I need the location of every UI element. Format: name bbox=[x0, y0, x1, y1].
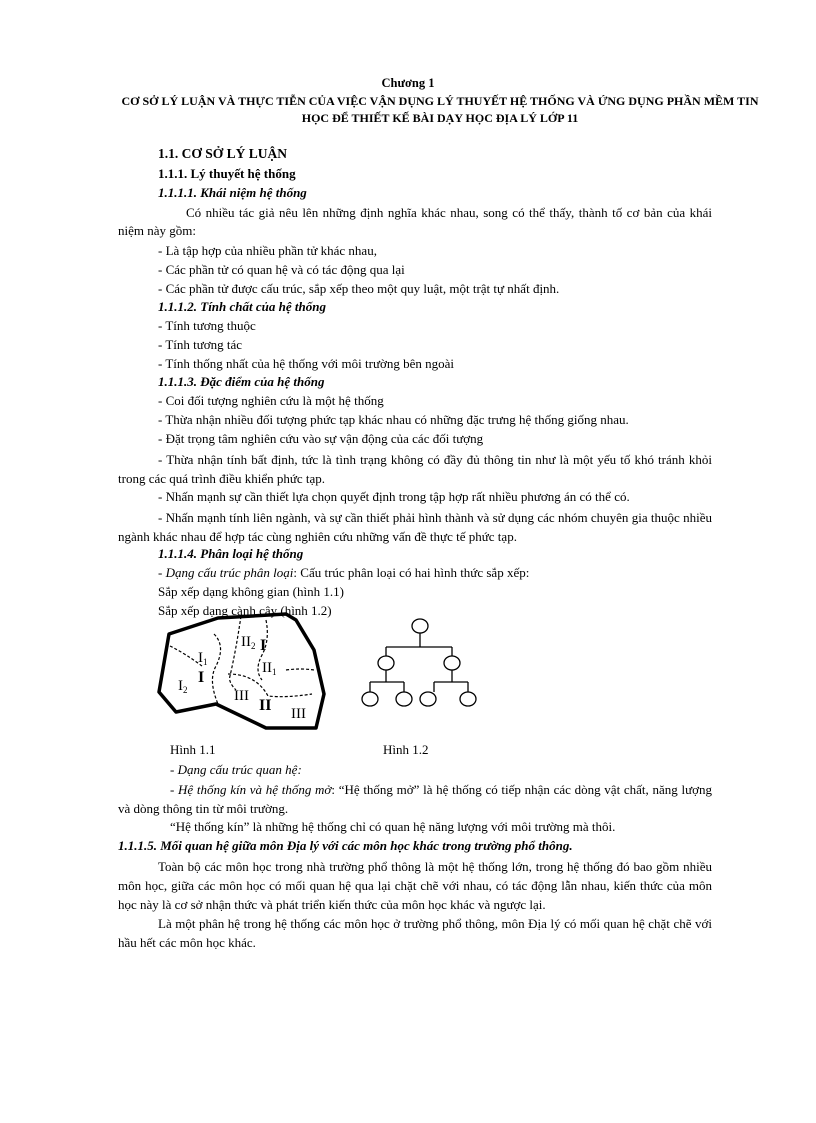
figure-caption-1-1: Hình 1.1 bbox=[170, 742, 216, 757]
italic-label: - Hệ thống kín và hệ thống mở bbox=[170, 782, 332, 797]
list-item: - Đặt trọng tâm nghiên cứu vào sự vận động của các đối tượng bbox=[158, 431, 484, 446]
section-heading-1-1-1: 1.1.1. Lý thuyết hệ thống bbox=[158, 166, 296, 181]
region-label: III bbox=[234, 688, 249, 704]
region-label: II bbox=[259, 697, 272, 714]
region-label: $I_2$ bbox=[178, 678, 188, 695]
tree-node bbox=[444, 656, 460, 670]
region-label: $II_1$ bbox=[262, 660, 277, 677]
section-heading-1-1-1-2: 1.1.1.2. Tính chất của hệ thống bbox=[158, 299, 326, 314]
region-label: I bbox=[260, 637, 267, 654]
region-label: I bbox=[198, 669, 205, 686]
list-item: - Tính thống nhất của hệ thống với môi trường bên ngoài bbox=[158, 356, 455, 371]
figure-1-1-spatial-diagram bbox=[156, 610, 334, 734]
chapter-heading: Chương 1 bbox=[381, 76, 435, 90]
section-heading-1-1-1-3: 1.1.1.3. Đặc điểm của hệ thống bbox=[158, 374, 325, 389]
chapter-title: CƠ SỞ LÝ LUẬN VÀ THỰC TIỄN CỦA VIỆC VẬN DỤNG LÝ THUYẾT HỆ THỐNG VÀ ỨNG DỤNG PHẦN MỀM TIN HỌC ĐỂ THIẾT KẾ BÀI DẠY HỌC ĐỊA LÝ LỚP 11 bbox=[121, 94, 759, 125]
section-heading-1-1-1-1: 1.1.1.1. Khái niệm hệ thống bbox=[158, 185, 307, 200]
tree-node bbox=[412, 619, 428, 633]
list-item bbox=[158, 565, 529, 581]
list-item: Sắp xếp dạng không gian (hình 1.1) bbox=[158, 584, 344, 599]
paragraph: Là một phân hệ trong hệ thống các môn học ở trường phổ thông, môn Địa lý có mối quan hệ chặt chẽ với hầu hết các môn học khác. bbox=[118, 916, 712, 950]
list-item: - Các phần tử được cấu trúc, sắp xếp theo một quy luật, một trật tự nhất định. bbox=[158, 281, 560, 296]
boundary-line bbox=[230, 616, 241, 690]
paragraph: - Thừa nhận tính bất định, tức là tình trạng không có đầy đủ thông tin như là một yếu tố khó tránh khỏi trong các quá trình điều khiển phức tạp. bbox=[118, 452, 712, 486]
section-heading-1-1-1-5: 1.1.1.5. Mối quan hệ giữa môn Địa lý với các môn học khác trong trường phổ thông. bbox=[118, 838, 573, 853]
figure-1-2-tree-diagram bbox=[356, 614, 486, 714]
list-item: - Dạng cấu trúc quan hệ: bbox=[170, 762, 302, 777]
paragraph: Toàn bộ các môn học trong nhà trường phổ thông là một hệ thống lớn, trong hệ thống đó bao gồm nhiều môn học, giữa các môn học có mối quan hệ qua lại chặt chẽ với nhau, có tác động lẫn nhau, kiến thức của môn học này là cơ sở nhận thức và phát triển kiến thức của môn học khác và ngược lại. bbox=[118, 859, 712, 912]
tree-node bbox=[420, 692, 436, 706]
list-item: - Thừa nhận nhiều đối tượng phức tạp khác nhau có những đặc trưng hệ thống giống nhau. bbox=[158, 412, 629, 427]
list-item: - Tính tương thuộc bbox=[158, 318, 256, 333]
tree-node bbox=[362, 692, 378, 706]
list-item: - Nhấn mạnh sự cần thiết lựa chọn quyết định trong tập hợp rất nhiều phương án có thể có. bbox=[158, 489, 630, 504]
paragraph: - Nhấn mạnh tính liên ngành, và sự cần thiết phải hình thành và sử dụng các nhóm chuyên gia thuộc nhiều ngành khác nhau để hợp tác cùng nghiên cứu những vấn đề thực tế phức tạp. bbox=[118, 510, 712, 544]
paragraph bbox=[118, 780, 712, 818]
italic-label: - Dạng cấu trúc phân loại bbox=[158, 565, 294, 580]
tree-node bbox=[460, 692, 476, 706]
list-item: Sắp xếp dạng cành cây (hình 1.2) bbox=[158, 603, 332, 618]
boundary-line bbox=[286, 669, 314, 670]
paragraph: Có nhiều tác giả nêu lên những định nghĩa khác nhau, song có thể thấy, thành tố cơ bản của khái niệm này gồm: bbox=[118, 205, 712, 238]
paragraph-text: : “Hệ thống mở” là hệ thống có tiếp nhận các dòng vật chất, năng lượng và dòng thông tin từ môi trường. bbox=[118, 782, 712, 816]
list-item: - Là tập hợp của nhiều phần tử khác nhau, bbox=[158, 243, 377, 258]
list-item: - Tính tương tác bbox=[158, 337, 243, 352]
list-item: - Các phần tử có quan hệ và có tác động qua lại bbox=[158, 262, 405, 277]
region-label: III bbox=[291, 706, 306, 722]
section-heading-1-1-1-4: 1.1.1.4. Phân loại hệ thống bbox=[158, 546, 304, 561]
paragraph: “Hệ thống kín” là những hệ thống chỉ có quan hệ năng lượng với môi trường mà thôi. bbox=[170, 819, 616, 834]
list-item-text: : Cấu trúc phân loại có hai hình thức sắp xếp: bbox=[293, 565, 530, 580]
figure-caption-1-2: Hình 1.2 bbox=[383, 742, 429, 757]
list-item: - Coi đối tượng nghiên cứu là một hệ thống bbox=[158, 393, 384, 408]
region-label: $I_1$ bbox=[198, 650, 208, 667]
boundary-line bbox=[212, 634, 220, 704]
tree-node bbox=[378, 656, 394, 670]
section-heading-1-1: 1.1. CƠ SỞ LÝ LUẬN bbox=[158, 146, 288, 161]
region-label: $II_2$ bbox=[241, 634, 256, 651]
tree-node bbox=[396, 692, 412, 706]
